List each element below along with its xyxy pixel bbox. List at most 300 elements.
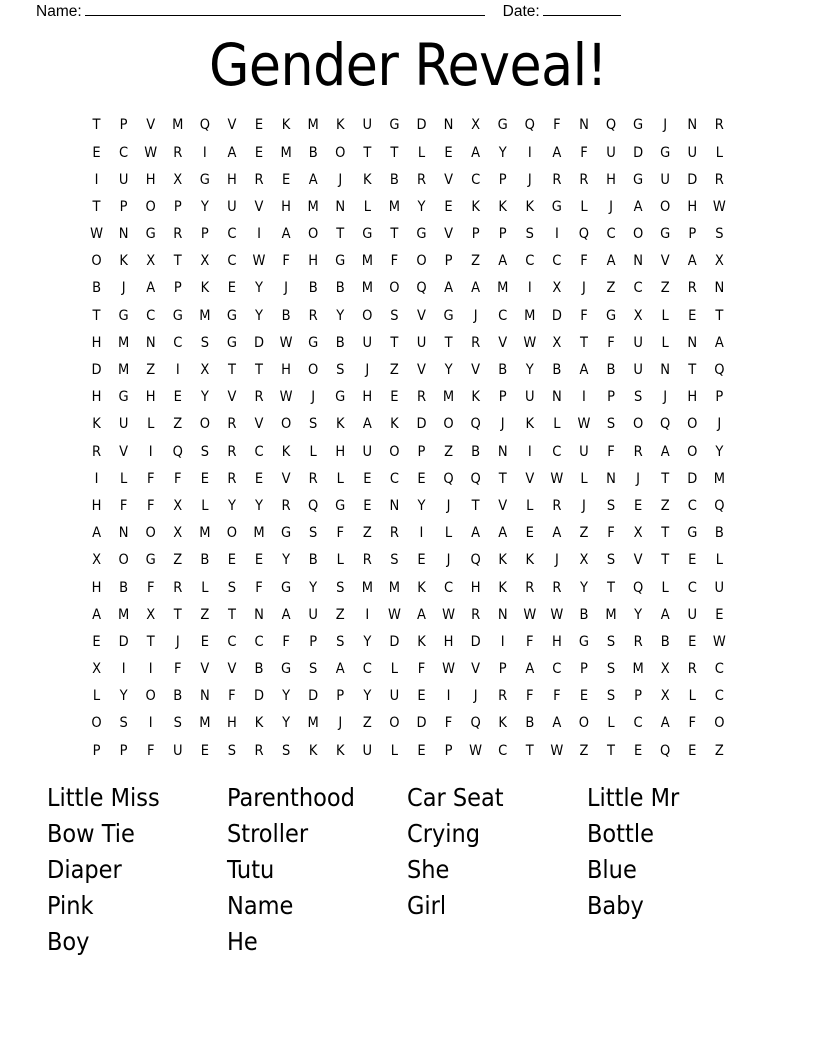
grid-cell[interactable]: R [714, 171, 724, 188]
grid-cell[interactable]: E [227, 280, 237, 297]
grid-cell[interactable]: E [254, 470, 264, 487]
grid-cell[interactable]: C [119, 144, 129, 161]
grid-cell[interactable]: P [119, 198, 128, 215]
grid-cell[interactable]: Y [579, 579, 588, 596]
grid-cell[interactable]: C [498, 307, 508, 324]
grid-cell[interactable]: R [552, 579, 562, 596]
grid-cell[interactable]: I [257, 226, 261, 243]
grid-cell[interactable]: Z [471, 253, 481, 270]
grid-cell[interactable]: A [660, 606, 670, 623]
grid-cell[interactable]: V [471, 362, 481, 379]
grid-cell[interactable]: K [525, 416, 535, 433]
grid-cell[interactable]: R [173, 579, 183, 596]
grid-cell[interactable]: G [226, 307, 237, 324]
grid-cell[interactable]: D [551, 307, 562, 324]
grid-cell[interactable]: X [173, 525, 183, 542]
grid-cell[interactable]: H [281, 362, 291, 379]
grid-cell[interactable]: R [308, 307, 318, 324]
grid-cell[interactable]: R [525, 579, 535, 596]
grid-cell[interactable]: S [390, 307, 399, 324]
grid-cell[interactable]: A [417, 606, 426, 623]
grid-cell[interactable]: Y [336, 307, 345, 324]
grid-cell[interactable]: T [390, 144, 399, 161]
grid-cell[interactable]: U [362, 742, 373, 759]
grid-cell[interactable]: R [227, 443, 237, 460]
grid-cell[interactable]: X [173, 171, 183, 188]
grid-cell[interactable]: U [633, 334, 643, 351]
grid-cell[interactable]: O [714, 715, 725, 732]
grid-cell[interactable]: Y [444, 362, 453, 379]
grid-cell[interactable]: U [362, 334, 373, 351]
grid-cell[interactable]: M [388, 198, 401, 215]
grid-cell[interactable]: R [308, 470, 318, 487]
grid-cell[interactable]: X [92, 552, 101, 569]
grid-cell[interactable]: T [92, 307, 101, 324]
grid-cell[interactable]: O [632, 226, 644, 243]
grid-cell[interactable]: P [634, 688, 643, 705]
grid-cell[interactable]: S [281, 742, 291, 759]
grid-cell[interactable]: O [389, 715, 400, 732]
grid-cell[interactable]: P [119, 742, 128, 759]
grid-cell[interactable]: F [444, 715, 453, 732]
grid-cell[interactable]: C [471, 171, 481, 188]
grid-cell[interactable]: V [417, 362, 426, 379]
grid-cell[interactable]: O [335, 144, 346, 161]
grid-cell[interactable]: A [552, 715, 562, 732]
grid-cell[interactable]: K [417, 633, 426, 650]
grid-cell[interactable]: Z [444, 443, 454, 460]
grid-cell[interactable]: O [660, 198, 671, 215]
grid-cell[interactable]: W [387, 606, 401, 623]
grid-cell[interactable]: N [687, 334, 698, 351]
grid-cell[interactable]: L [201, 579, 209, 596]
grid-cell[interactable]: X [471, 117, 481, 134]
grid-cell[interactable]: E [417, 742, 426, 759]
grid-cell[interactable]: N [551, 389, 562, 406]
grid-cell[interactable]: G [660, 226, 671, 243]
grid-cell[interactable]: T [227, 362, 236, 379]
grid-cell[interactable]: U [687, 144, 698, 161]
grid-cell[interactable]: M [117, 334, 130, 351]
grid-cell[interactable]: G [605, 307, 617, 324]
grid-cell[interactable]: V [254, 198, 264, 215]
grid-cell[interactable]: Q [470, 715, 481, 732]
grid-cell[interactable]: W [523, 606, 537, 623]
grid-cell[interactable]: R [227, 416, 237, 433]
grid-cell[interactable]: O [389, 280, 400, 297]
grid-cell[interactable]: R [254, 171, 264, 188]
grid-cell[interactable]: L [92, 688, 101, 705]
grid-cell[interactable]: U [118, 171, 129, 188]
grid-cell[interactable]: L [580, 470, 588, 487]
grid-cell[interactable]: E [200, 470, 209, 487]
grid-cell[interactable]: L [390, 742, 399, 759]
word-list-item[interactable]: Blue [587, 855, 637, 884]
grid-cell[interactable]: A [552, 525, 562, 542]
grid-cell[interactable]: W [279, 389, 293, 406]
grid-cell[interactable]: K [471, 198, 480, 215]
grid-cell[interactable]: M [307, 715, 319, 732]
grid-cell[interactable]: C [146, 307, 156, 324]
grid-cell[interactable]: U [525, 389, 535, 406]
grid-cell[interactable]: M [632, 661, 644, 678]
grid-cell[interactable]: V [444, 171, 454, 188]
grid-cell[interactable]: P [498, 171, 507, 188]
grid-cell[interactable]: Y [417, 198, 426, 215]
grid-cell[interactable]: S [336, 362, 345, 379]
grid-cell[interactable]: P [119, 117, 128, 134]
grid-cell[interactable]: A [146, 280, 156, 297]
grid-cell[interactable]: G [389, 117, 400, 134]
grid-cell[interactable]: K [335, 117, 345, 134]
grid-cell[interactable]: G [308, 334, 319, 351]
grid-cell[interactable]: J [663, 389, 668, 406]
grid-cell[interactable]: C [687, 497, 697, 514]
grid-cell[interactable]: R [92, 443, 102, 460]
grid-cell[interactable]: A [660, 443, 670, 460]
grid-cell[interactable]: L [119, 470, 128, 487]
grid-cell[interactable]: F [553, 688, 561, 705]
grid-cell[interactable]: A [714, 334, 724, 351]
grid-cell[interactable]: U [362, 443, 373, 460]
grid-cell[interactable]: Q [632, 579, 644, 596]
grid-cell[interactable]: S [200, 443, 209, 460]
grid-cell[interactable]: U [416, 334, 427, 351]
grid-cell[interactable]: V [254, 416, 264, 433]
grid-cell[interactable]: G [118, 389, 129, 406]
grid-cell[interactable]: S [606, 552, 616, 569]
grid-cell[interactable]: C [498, 742, 508, 759]
grid-cell[interactable]: Z [714, 742, 724, 759]
grid-cell[interactable]: J [338, 715, 343, 732]
grid-cell[interactable]: U [633, 362, 643, 379]
grid-cell[interactable]: W [252, 253, 266, 270]
grid-cell[interactable]: E [200, 633, 209, 650]
grid-cell[interactable]: Y [200, 198, 209, 215]
grid-cell[interactable]: Y [255, 307, 263, 324]
grid-cell[interactable]: T [661, 525, 670, 542]
grid-cell[interactable]: C [362, 661, 372, 678]
grid-cell[interactable]: X [92, 661, 101, 678]
grid-cell[interactable]: F [174, 661, 182, 678]
word-list-item[interactable]: Little Miss [47, 783, 160, 812]
grid-cell[interactable]: Y [363, 688, 372, 705]
grid-cell[interactable]: N [687, 117, 698, 134]
grid-cell[interactable]: O [199, 416, 210, 433]
grid-cell[interactable]: P [200, 226, 209, 243]
grid-cell[interactable]: E [254, 144, 264, 161]
grid-cell[interactable]: Y [282, 552, 291, 569]
grid-cell[interactable]: K [525, 552, 535, 569]
grid-cell[interactable]: K [335, 742, 345, 759]
grid-cell[interactable]: M [442, 389, 455, 406]
grid-cell[interactable]: O [226, 525, 238, 542]
grid-cell[interactable]: O [389, 443, 400, 460]
grid-cell[interactable]: V [227, 661, 237, 678]
grid-cell[interactable]: H [308, 253, 319, 270]
grid-cell[interactable]: P [309, 633, 318, 650]
grid-cell[interactable]: V [444, 226, 454, 243]
grid-cell[interactable]: J [284, 280, 289, 297]
grid-cell[interactable]: V [633, 552, 643, 569]
grid-cell[interactable]: K [498, 715, 507, 732]
grid-cell[interactable]: J [663, 117, 668, 134]
grid-cell[interactable]: C [173, 334, 183, 351]
grid-cell[interactable]: B [308, 144, 318, 161]
grid-cell[interactable]: B [606, 362, 616, 379]
grid-cell[interactable]: O [632, 416, 644, 433]
grid-cell[interactable]: T [471, 497, 480, 514]
grid-cell[interactable]: Z [606, 280, 616, 297]
grid-cell[interactable]: Z [579, 742, 589, 759]
grid-cell[interactable]: Z [173, 416, 183, 433]
grid-cell[interactable]: B [200, 552, 210, 569]
word-list-item[interactable]: Bottle [587, 819, 654, 848]
word-list-item[interactable]: Diaper [47, 855, 122, 884]
grid-cell[interactable]: E [92, 144, 101, 161]
grid-cell[interactable]: U [714, 579, 725, 596]
grid-cell[interactable]: U [118, 416, 129, 433]
grid-cell[interactable]: G [660, 144, 671, 161]
grid-cell[interactable]: S [525, 226, 534, 243]
grid-cell[interactable]: W [550, 470, 564, 487]
grid-cell[interactable]: X [200, 253, 210, 270]
grid-cell[interactable]: M [280, 144, 292, 161]
grid-cell[interactable]: R [254, 742, 264, 759]
grid-cell[interactable]: F [146, 579, 155, 596]
grid-cell[interactable]: Y [282, 715, 291, 732]
grid-cell[interactable]: B [173, 688, 183, 705]
grid-cell[interactable]: B [714, 525, 724, 542]
grid-cell[interactable]: W [577, 416, 591, 433]
grid-cell[interactable]: Q [660, 416, 671, 433]
grid-cell[interactable]: A [92, 525, 101, 542]
grid-cell[interactable]: A [552, 144, 562, 161]
grid-cell[interactable]: S [633, 389, 643, 406]
grid-cell[interactable]: C [552, 253, 562, 270]
grid-cell[interactable]: G [335, 497, 346, 514]
word-list-item[interactable]: Boy [47, 927, 90, 956]
grid-cell[interactable]: A [308, 171, 318, 188]
grid-cell[interactable]: H [145, 171, 156, 188]
grid-cell[interactable]: F [607, 334, 615, 351]
grid-cell[interactable]: Y [255, 280, 263, 297]
grid-cell[interactable]: S [309, 525, 318, 542]
grid-cell[interactable]: U [172, 742, 183, 759]
grid-cell[interactable]: N [254, 606, 264, 623]
grid-cell[interactable]: Y [200, 389, 209, 406]
grid-cell[interactable]: T [92, 198, 101, 215]
grid-cell[interactable]: A [687, 253, 697, 270]
grid-cell[interactable]: H [91, 334, 102, 351]
grid-cell[interactable]: Y [417, 497, 426, 514]
grid-cell[interactable]: H [687, 389, 698, 406]
grid-cell[interactable]: V [471, 661, 481, 678]
grid-cell[interactable]: E [525, 525, 534, 542]
grid-cell[interactable]: C [389, 470, 399, 487]
grid-cell[interactable]: S [606, 416, 616, 433]
grid-cell[interactable]: K [498, 198, 507, 215]
grid-cell[interactable]: E [579, 688, 589, 705]
grid-cell[interactable]: F [580, 307, 588, 324]
grid-cell[interactable]: A [281, 606, 291, 623]
grid-cell[interactable]: N [118, 226, 129, 243]
grid-cell[interactable]: G [335, 389, 346, 406]
grid-cell[interactable]: I [202, 144, 207, 161]
grid-cell[interactable]: H [91, 497, 102, 514]
grid-cell[interactable]: E [688, 307, 697, 324]
grid-cell[interactable]: N [335, 198, 346, 215]
grid-cell[interactable]: D [687, 171, 698, 188]
grid-cell[interactable]: W [712, 633, 726, 650]
grid-cell[interactable]: J [500, 416, 505, 433]
grid-cell[interactable]: L [580, 198, 588, 215]
grid-cell[interactable]: F [607, 525, 615, 542]
grid-cell[interactable]: X [200, 362, 210, 379]
grid-cell[interactable]: G [362, 226, 373, 243]
grid-cell[interactable]: A [92, 606, 101, 623]
grid-cell[interactable]: K [119, 253, 128, 270]
grid-cell[interactable]: D [416, 117, 427, 134]
grid-cell[interactable]: C [227, 633, 237, 650]
grid-cell[interactable]: A [525, 661, 535, 678]
word-list-item[interactable]: Little Mr [587, 783, 680, 812]
grid-cell[interactable]: V [660, 253, 670, 270]
grid-cell[interactable]: F [282, 253, 290, 270]
grid-cell[interactable]: F [336, 525, 344, 542]
grid-cell[interactable]: O [687, 416, 698, 433]
grid-cell[interactable]: R [173, 144, 183, 161]
word-list-item[interactable]: Girl [407, 891, 447, 920]
grid-cell[interactable]: H [687, 198, 698, 215]
grid-cell[interactable]: E [444, 198, 453, 215]
grid-cell[interactable]: E [254, 117, 264, 134]
word-list-item[interactable]: Bow Tie [47, 819, 135, 848]
grid-cell[interactable]: B [660, 633, 670, 650]
name-write-line[interactable] [85, 2, 485, 16]
grid-cell[interactable]: C [714, 688, 724, 705]
grid-cell[interactable]: S [606, 688, 616, 705]
grid-cell[interactable]: I [148, 715, 153, 732]
word-list-item[interactable]: Stroller [227, 819, 309, 848]
grid-cell[interactable]: Y [255, 497, 263, 514]
grid-cell[interactable]: V [281, 470, 291, 487]
grid-cell[interactable]: X [579, 552, 589, 569]
grid-cell[interactable]: S [119, 715, 128, 732]
grid-cell[interactable]: R [173, 226, 183, 243]
grid-cell[interactable]: Y [634, 606, 643, 623]
grid-cell[interactable]: C [552, 443, 562, 460]
grid-cell[interactable]: Q [416, 280, 427, 297]
grid-cell[interactable]: D [416, 416, 427, 433]
grid-cell[interactable]: L [363, 198, 371, 215]
grid-cell[interactable]: Q [524, 117, 535, 134]
word-search-grid[interactable] [83, 112, 733, 765]
grid-cell[interactable]: F [526, 633, 534, 650]
grid-cell[interactable]: C [606, 226, 616, 243]
grid-cell[interactable]: R [579, 171, 589, 188]
grid-cell[interactable]: K [390, 416, 399, 433]
grid-cell[interactable]: H [551, 633, 562, 650]
grid-cell[interactable]: V [119, 443, 129, 460]
word-list-item[interactable]: Baby [587, 891, 644, 920]
grid-cell[interactable]: C [525, 253, 535, 270]
grid-cell[interactable]: K [363, 171, 372, 188]
grid-cell[interactable]: Q [714, 497, 725, 514]
grid-cell[interactable]: W [442, 606, 455, 623]
grid-cell[interactable]: S [336, 633, 345, 650]
grid-cell[interactable]: C [633, 280, 643, 297]
grid-cell[interactable]: H [145, 389, 156, 406]
grid-cell[interactable]: N [579, 117, 589, 134]
grid-cell[interactable]: A [471, 525, 481, 542]
grid-cell[interactable]: P [498, 389, 507, 406]
grid-cell[interactable]: K [308, 742, 318, 759]
grid-cell[interactable]: P [715, 389, 724, 406]
grid-cell[interactable]: A [227, 144, 237, 161]
grid-cell[interactable]: F [580, 253, 588, 270]
grid-cell[interactable]: L [661, 334, 669, 351]
grid-cell[interactable]: N [633, 253, 643, 270]
grid-cell[interactable]: S [309, 416, 318, 433]
grid-cell[interactable]: X [714, 253, 724, 270]
grid-cell[interactable]: J [338, 171, 343, 188]
grid-cell[interactable]: T [390, 226, 399, 243]
grid-cell[interactable]: J [609, 198, 613, 215]
grid-cell[interactable]: A [579, 362, 589, 379]
word-list-item[interactable]: He [227, 927, 258, 956]
grid-cell[interactable]: Q [470, 552, 481, 569]
grid-cell[interactable]: O [118, 552, 129, 569]
grid-cell[interactable]: K [471, 389, 480, 406]
date-write-line[interactable] [543, 2, 621, 16]
grid-cell[interactable]: L [417, 144, 426, 161]
grid-cell[interactable]: L [336, 552, 344, 569]
grid-cell[interactable]: T [715, 307, 724, 324]
grid-cell[interactable]: G [281, 661, 292, 678]
grid-cell[interactable]: J [446, 552, 451, 569]
grid-cell[interactable]: Q [308, 497, 319, 514]
grid-cell[interactable]: H [470, 579, 481, 596]
grid-cell[interactable]: F [146, 470, 155, 487]
grid-cell[interactable]: T [688, 362, 697, 379]
grid-cell[interactable]: J [365, 362, 370, 379]
grid-cell[interactable]: Q [199, 117, 210, 134]
grid-cell[interactable]: W [550, 606, 564, 623]
grid-cell[interactable]: A [498, 525, 508, 542]
grid-cell[interactable]: Z [362, 715, 372, 732]
grid-cell[interactable]: Z [389, 362, 399, 379]
grid-cell[interactable]: H [606, 171, 616, 188]
grid-cell[interactable]: P [607, 389, 615, 406]
grid-cell[interactable]: L [553, 416, 561, 433]
grid-cell[interactable]: F [607, 443, 615, 460]
grid-cell[interactable]: M [713, 470, 725, 487]
grid-cell[interactable]: T [607, 742, 615, 759]
grid-cell[interactable]: M [199, 307, 211, 324]
grid-cell[interactable]: A [362, 416, 372, 433]
grid-cell[interactable]: T [607, 579, 615, 596]
word-list-item[interactable]: She [407, 855, 450, 884]
grid-cell[interactable]: C [254, 443, 264, 460]
grid-cell[interactable]: X [552, 280, 562, 297]
grid-cell[interactable]: R [389, 525, 399, 542]
grid-cell[interactable]: N [145, 334, 156, 351]
grid-cell[interactable]: N [389, 497, 400, 514]
grid-cell[interactable]: Q [443, 470, 454, 487]
grid-cell[interactable]: G [497, 117, 508, 134]
grid-cell[interactable]: H [91, 389, 102, 406]
